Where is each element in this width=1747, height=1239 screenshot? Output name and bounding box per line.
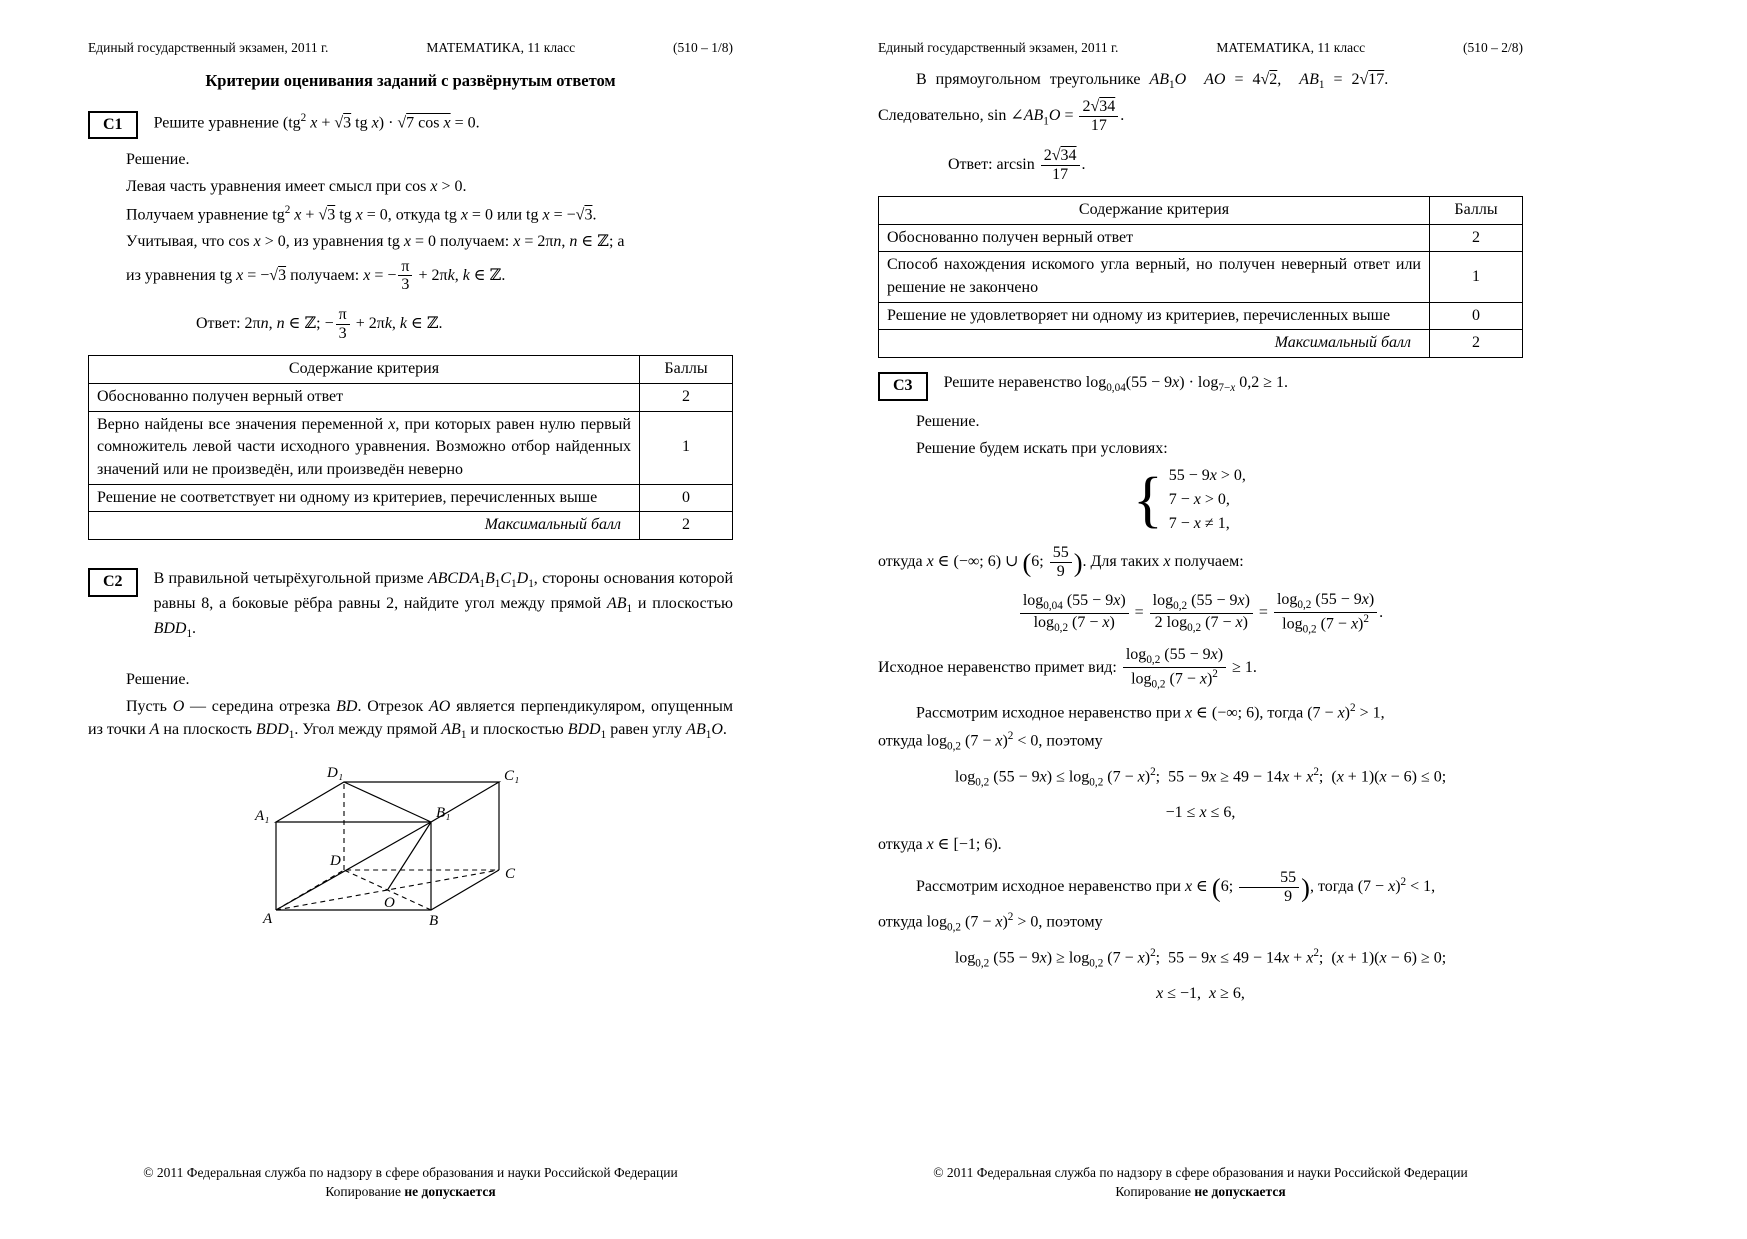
page1-header [88, 38, 733, 57]
criteria-table-1 [88, 355, 733, 540]
header-subject: МАТЕМАТИКА, 11 класс [1216, 40, 1366, 55]
c3-case1-line: Рассмотрим исходное неравенство при x ∈ (−∞; 6), тогда $(7 - x)^2 > 1$, [916, 701, 1385, 722]
c3-case2-line: откуда $\log_{0,2} (7 - x)^2 > 0$, поэтому [878, 910, 1103, 934]
c3-inequality-form: Исходное неравенство примет вид: $\frac{\log_{0,2} (55 - 9x)}{\log_{0,2} (7 - x)^2}$ ≥ 1. [878, 645, 1257, 691]
c1-solution-heading: Решение. [126, 151, 190, 169]
c2-continued-line: Следовательно, $\sin \angle AB_1O$ = $\frac{2√34}{17}$ . [878, 98, 1125, 135]
vertex-label-d1: D₁ [326, 764, 343, 781]
task-c1-label: С1 [88, 111, 138, 140]
prism-edges [276, 782, 499, 910]
c3-solution [916, 411, 1523, 460]
c2-continued-line: В прямоугольном треугольнике $AB_1O$ AO = 4√2, $AB_1 = 2√17$. [916, 71, 1389, 92]
page-1 [88, 38, 733, 1208]
c2-solution-paragraph: Пусть O — середина отрезка BD. Отрезок AO является перпендикуляром, опущенным из точки A на плоскость $BDD_1$. Угол между прямой $AB_1$ и плоскостью $BDD_1$ равен углу $AB_1O$. [88, 698, 733, 742]
footer-copyright: © 2011 Федеральная служба по надзору в сфере образования и науки Российской Федерации [933, 1165, 1468, 1181]
criteria-col-header: Содержание критерия [89, 356, 640, 384]
c2-answer: Ответ: arcsin $\frac{2√34}{17}$ . [948, 147, 1086, 183]
left-brace-glyph: { [1133, 466, 1163, 535]
vertex-label-c: C [504, 865, 515, 882]
condition-line: 7 − x > 0, [1168, 491, 1230, 509]
c1-solution-line: из уравнения tg x = −√3 получаем: x = − $\frac{\pi}{3}$ + 2πk, k ∈ ℤ. [126, 257, 506, 294]
criteria-total-row [89, 512, 733, 540]
header-exam-title: Единый государственный экзамен, 2011 г. [88, 40, 329, 55]
vertex-label-c1: C₁ [503, 767, 519, 784]
c3-conditions-system [1133, 464, 1523, 536]
criterion-score: 0 [1430, 302, 1523, 330]
max-score-label: Максимальный балл [879, 330, 1430, 358]
footer-no-copy [88, 1183, 733, 1202]
criteria-header-row [879, 196, 1523, 224]
task-c3 [878, 372, 1523, 401]
c3-solution-heading: Решение. [916, 412, 980, 430]
vertex-label-b: B [428, 912, 438, 929]
vertex-label-b1: B₁ [435, 804, 450, 821]
criterion-score: 2 [640, 383, 733, 411]
criteria-row [89, 411, 733, 484]
c1-solution-line: Левая часть уравнения имеет смысл при cos x > 0. [126, 178, 467, 196]
vertex-label-a1: A₁ [254, 807, 269, 824]
criterion-text: Способ нахождения искомого угла верный, но получен неверный ответ или решение не закончено [879, 252, 1430, 302]
score-col-header: Баллы [640, 356, 733, 384]
criteria-col-header: Содержание критерия [879, 196, 1430, 224]
criterion-score: 2 [1430, 224, 1523, 252]
page-2 [878, 38, 1523, 1208]
criterion-text: Обоснованно получен верный ответ [89, 383, 640, 411]
footer-no-copy [878, 1183, 1523, 1202]
c1-solution [126, 149, 733, 343]
criterion-score: 1 [1430, 252, 1523, 302]
page1-footer [88, 1164, 733, 1202]
header-subject: МАТЕМАТИКА, 11 класс [426, 40, 576, 55]
criteria-row [879, 302, 1523, 330]
task-c3-label: С3 [878, 372, 928, 401]
task-c3-problem: Решите неравенство $\log_{0,04}(55 - 9x) \cdot \log_{7-x} 0,2 \ge 1$. [943, 374, 1289, 395]
criteria-row [879, 224, 1523, 252]
criteria-table-2 [878, 196, 1523, 358]
criterion-score: 0 [640, 484, 733, 512]
header-exam-title: Единый государственный экзамен, 2011 г. [878, 40, 1119, 55]
c3-case1-interval: откуда x ∈ [−1; 6). [878, 836, 1002, 854]
criteria-row [89, 484, 733, 512]
vertex-label-d: D [329, 852, 341, 869]
score-col-header: Баллы [1430, 196, 1523, 224]
task-c2 [88, 568, 733, 643]
header-page-code: (510 – 2/8) [1462, 40, 1523, 55]
criteria-total-row [879, 330, 1523, 358]
task-c1 [88, 111, 733, 140]
criteria-row [879, 252, 1523, 302]
c3-conditions [1169, 464, 1246, 536]
footer-no-copy-bold: не допускается [404, 1184, 496, 1200]
c1-solution-line: Получаем уравнение $tg^2$ x + √3 tg x = 0, откуда tg x = 0 или tg x = −√3. [126, 203, 597, 224]
c3-case1-result: −1 ≤ x ≤ 6, [1165, 803, 1236, 821]
max-score-label: Максимальный балл [89, 512, 640, 540]
page2-header [878, 38, 1523, 57]
criterion-score: 1 [640, 411, 733, 484]
criteria-row [89, 383, 733, 411]
criterion-text: Верно найдены все значения переменной x, при которых равен нулю первый сомножитель левой части исходного уравнения. Возможно отбор найденных значений или не произведён, или произведён неверно [89, 411, 640, 484]
footer-copyright: © 2011 Федеральная служба по надзору в сфере образования и науки Российской Федерации [143, 1165, 678, 1181]
page2-footer [878, 1164, 1523, 1202]
footer-no-copy-plain: Копирование [1115, 1184, 1195, 1200]
condition-line: 7 − x ≠ 1, [1168, 515, 1230, 533]
criterion-text: Обоснованно получен верный ответ [879, 224, 1430, 252]
condition-line: 55 − 9x > 0, [1168, 467, 1246, 485]
c3-case1-line: откуда $\log_{0,2} (7 - x)^2 < 0$, поэтому [878, 729, 1103, 753]
c3-equation-chain: $\frac{\log_{0,04} (55 - 9x)}{\log_{0,2} (7 - x)}$ = $\frac{\log_{0,2} (55 - 9x)}{2 \log_{0,2} (7 - x)}$ = $\frac{\log_{0,2} (55 - 9x)}{\log_{0,2} (7 - x)^2}$ . [878, 591, 1523, 636]
prism-figure [251, 762, 571, 934]
task-c2-problem: В правильной четырёхугольной призме $ABCDA_1B_1C_1D_1$, стороны основания которой равны 8, а боковые рёбра равны 2, найдите угол между прямой $AB_1$ и плоскостью $BDD_1$. [153, 570, 734, 641]
criterion-text: Решение не удовлетворяет ни одному из критериев, перечисленных выше [879, 302, 1430, 330]
prism-figure-wrap [88, 762, 733, 942]
max-score-value: 2 [640, 512, 733, 540]
document-title: Критерии оценивания заданий с развёрнутым ответом [205, 71, 616, 91]
c2-solution-heading: Решение. [126, 671, 190, 689]
footer-no-copy-bold: не допускается [1194, 1184, 1286, 1200]
vertex-label-o: O [383, 894, 395, 911]
max-score-value: 2 [1430, 330, 1523, 358]
footer-no-copy-plain: Копирование [325, 1184, 405, 1200]
header-page-code: (510 – 1/8) [672, 40, 733, 55]
c3-case2-result: x ≤ −1, x ≥ 6, [1156, 984, 1245, 1002]
c3-case1-inequalities: $\log_{0,2} (55 - 9x) \le \log_{0,2} (7 - x)^2$; $55 - 9x \ge 49 - 14x + x^2$; (x + 1)(x − 6) ≤ 0; [954, 766, 1447, 789]
criteria-header-row [89, 356, 733, 384]
c3-domain-line: откуда x ∈ (−∞; 6) ∪ (6; $\frac{55}{9}$ ). Для таких x получаем: [878, 544, 1244, 581]
c1-answer: Ответ: 2πn, n ∈ ℤ; − $\frac{\pi}{3}$ + 2πk, k ∈ ℤ. [196, 306, 443, 343]
c3-case2-inequalities: $\log_{0,2} (55 - 9x) \ge \log_{0,2} (7 - x)^2$; $55 - 9x \le 49 - 14x + x^2$; (x + 1)(x − 6) ≥ 0; [954, 947, 1447, 970]
task-c2-label: С2 [88, 568, 138, 597]
task-c1-problem: Решите уравнение ($tg^2$ x + √3 tg x) · √7 cos x = 0. [153, 111, 480, 131]
c3-case2-line: Рассмотрим исходное неравенство при x ∈ (6; $\frac{55}{9}$ ), тогда $(7 - x)^2 < 1$, [916, 869, 1436, 905]
criterion-text: Решение не соответствует ни одному из критериев, перечисленных выше [89, 484, 640, 512]
vertex-label-a: A [262, 910, 272, 927]
c1-solution-line: Учитывая, что cos x > 0, из уравнения tg x = 0 получаем: x = 2πn, n ∈ ℤ; а [126, 232, 625, 250]
c3-solution-intro: Решение будем искать при условиях: [916, 439, 1168, 457]
